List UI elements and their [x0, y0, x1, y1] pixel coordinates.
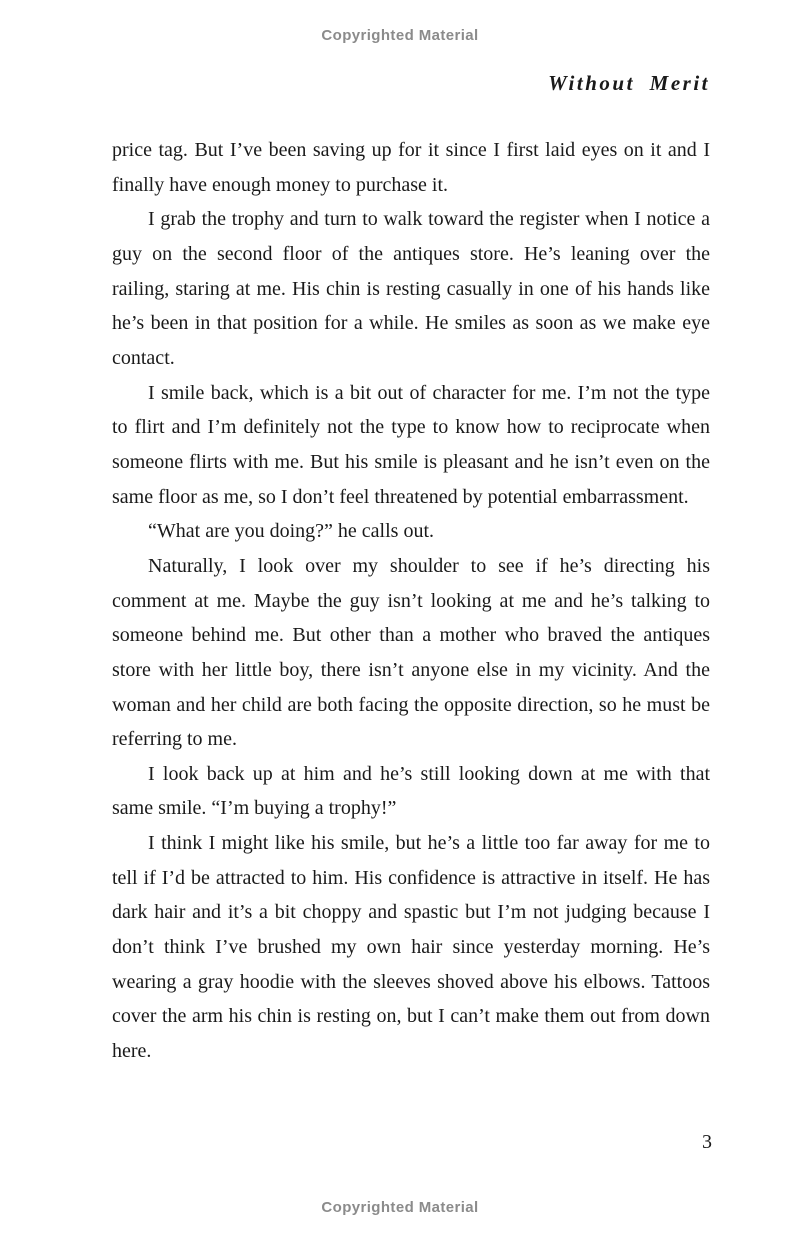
paragraph: Naturally, I look over my shoulder to see if he’s directing his comment at me. Maybe the guy isn’t looking at me and he’s talking to someone behind me. But other than a mother who braved the antiques store with her little boy, there isn’t anyone else in my vicinity. And the woman and her child are both facing the opposite direction, so he must be referring to me. — [112, 554, 710, 751]
copyright-notice-top: Copyrighted Material — [321, 27, 479, 44]
paragraph: I grab the trophy and turn to walk toward the register when I notice a guy on the second floor of the antiques store. He’s leaning over the railing, staring at me. His chin is resting casually in one of his hands like he’s been in that position for a while. He smiles as soon as we make eye contact. — [112, 208, 710, 369]
paragraph: I think I might like his smile, but he’s a little too far away for me to tell if I’d be attracted to him. His confidence is attractive in itself. He has dark hair and it’s a bit choppy and spastic but I’m not judging because I don’t think I’ve brushed my own hair since yesterday morning. He’s wearing a gray hoodie with the sleeves shoved above his elbows. Tattoos cover the arm his chin is resting on, but I can’t make them out from down here. — [112, 832, 710, 1063]
page-number: 3 — [702, 1131, 712, 1153]
running-head-book-title: Without Merit — [548, 71, 710, 95]
body-text-block — [112, 133, 710, 1069]
paragraph-continuation: price tag. But I’ve been saving up for it since I first laid eyes on it and I finally have enough money to purchase it. — [112, 139, 710, 196]
copyright-notice-bottom: Copyrighted Material — [321, 1199, 479, 1216]
paragraph: I smile back, which is a bit out of character for me. I’m not the type to flirt and I’m definitely not the type to know how to reciprocate when someone flirts with me. But his smile is pleasant and he isn’t even on the same floor as me, so I don’t feel threatened by potential embarrassment. — [112, 381, 710, 508]
paragraph-dialogue: “What are you doing?” he calls out. — [148, 520, 434, 543]
paragraph-dialogue: I look back up at him and he’s still looking down at me with that same smile. “I’m buying a trophy!” — [112, 762, 710, 820]
